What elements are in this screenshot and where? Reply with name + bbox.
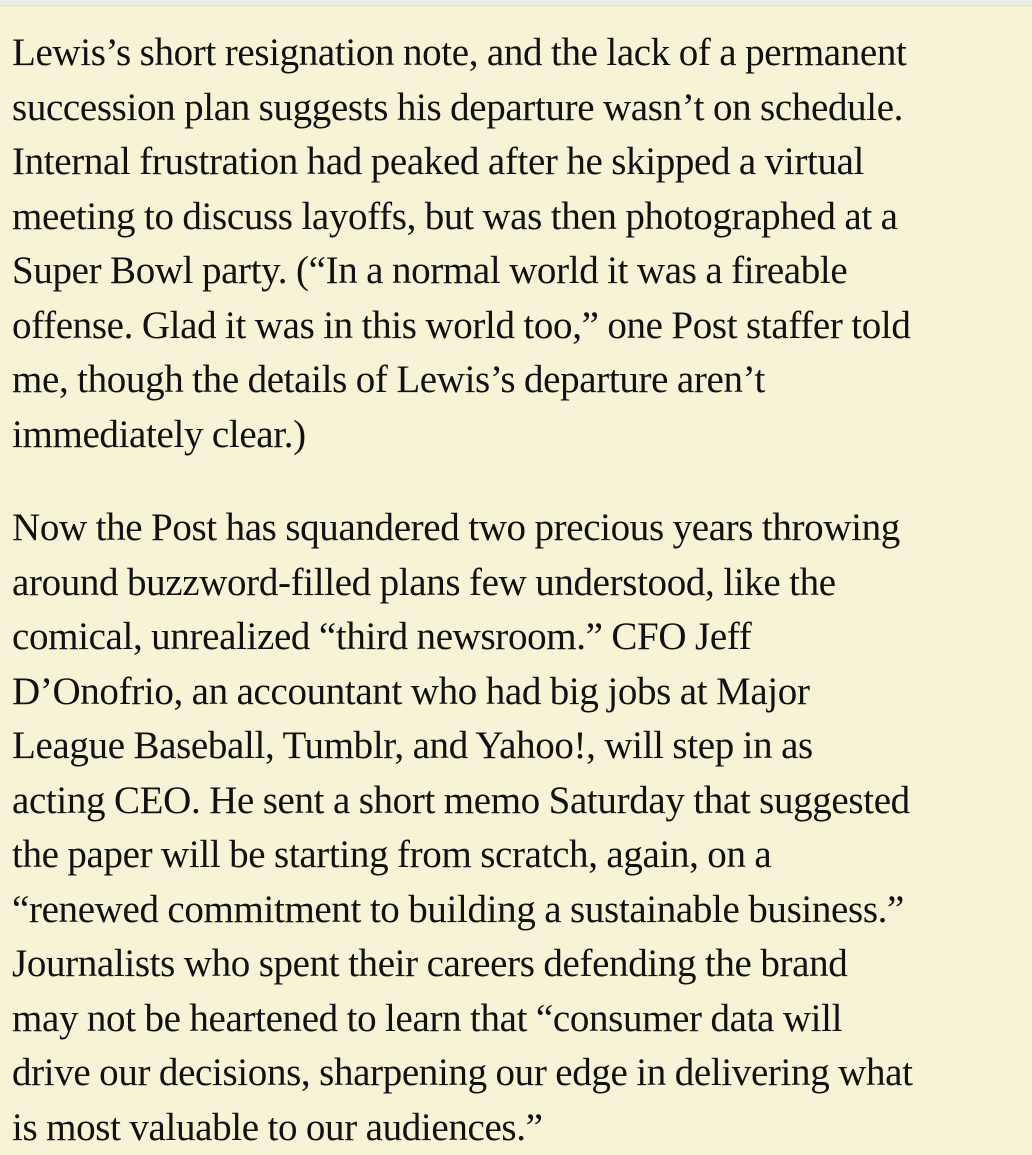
text-line: immediately clear.)	[12, 408, 1028, 463]
paragraph-2	[12, 501, 1028, 1155]
text-line: League Baseball, Tumblr, and Yahoo!, will step in as	[12, 719, 1028, 774]
text-line: Journalists who spent their careers defending the brand	[12, 937, 1028, 992]
paragraph-1	[12, 26, 1028, 462]
text-line: Now the Post has squandered two precious years throwing	[12, 501, 1028, 556]
text-line: Internal frustration had peaked after he skipped a virtual	[12, 135, 1028, 190]
text-line: around buzzword-filled plans few understood, like the	[12, 556, 1028, 611]
text-line: drive our decisions, sharpening our edge in delivering what	[12, 1046, 1028, 1101]
text-line: offense. Glad it was in this world too,” one Post staffer told	[12, 299, 1028, 354]
text-line: me, though the details of Lewis’s departure aren’t	[12, 353, 1028, 408]
article-body	[12, 26, 1028, 1155]
text-line: is most valuable to our audiences.”	[12, 1101, 1028, 1155]
text-line: Lewis’s short resignation note, and the lack of a permanent	[12, 26, 1028, 81]
text-line: “renewed commitment to building a sustainable business.”	[12, 883, 1028, 938]
top-divider	[0, 0, 1032, 6]
text-line: Super Bowl party. (“In a normal world it was a fireable	[12, 244, 1028, 299]
text-line: the paper will be starting from scratch, again, on a	[12, 828, 1028, 883]
text-line: acting CEO. He sent a short memo Saturday that suggested	[12, 774, 1028, 829]
text-line: D’Onofrio, an accountant who had big jobs at Major	[12, 665, 1028, 720]
text-line: may not be heartened to learn that “consumer data will	[12, 992, 1028, 1047]
text-line: meeting to discuss layoffs, but was then photographed at a	[12, 190, 1028, 245]
text-line: comical, unrealized “third newsroom.” CFO Jeff	[12, 610, 1028, 665]
text-line: succession plan suggests his departure wasn’t on schedule.	[12, 81, 1028, 136]
